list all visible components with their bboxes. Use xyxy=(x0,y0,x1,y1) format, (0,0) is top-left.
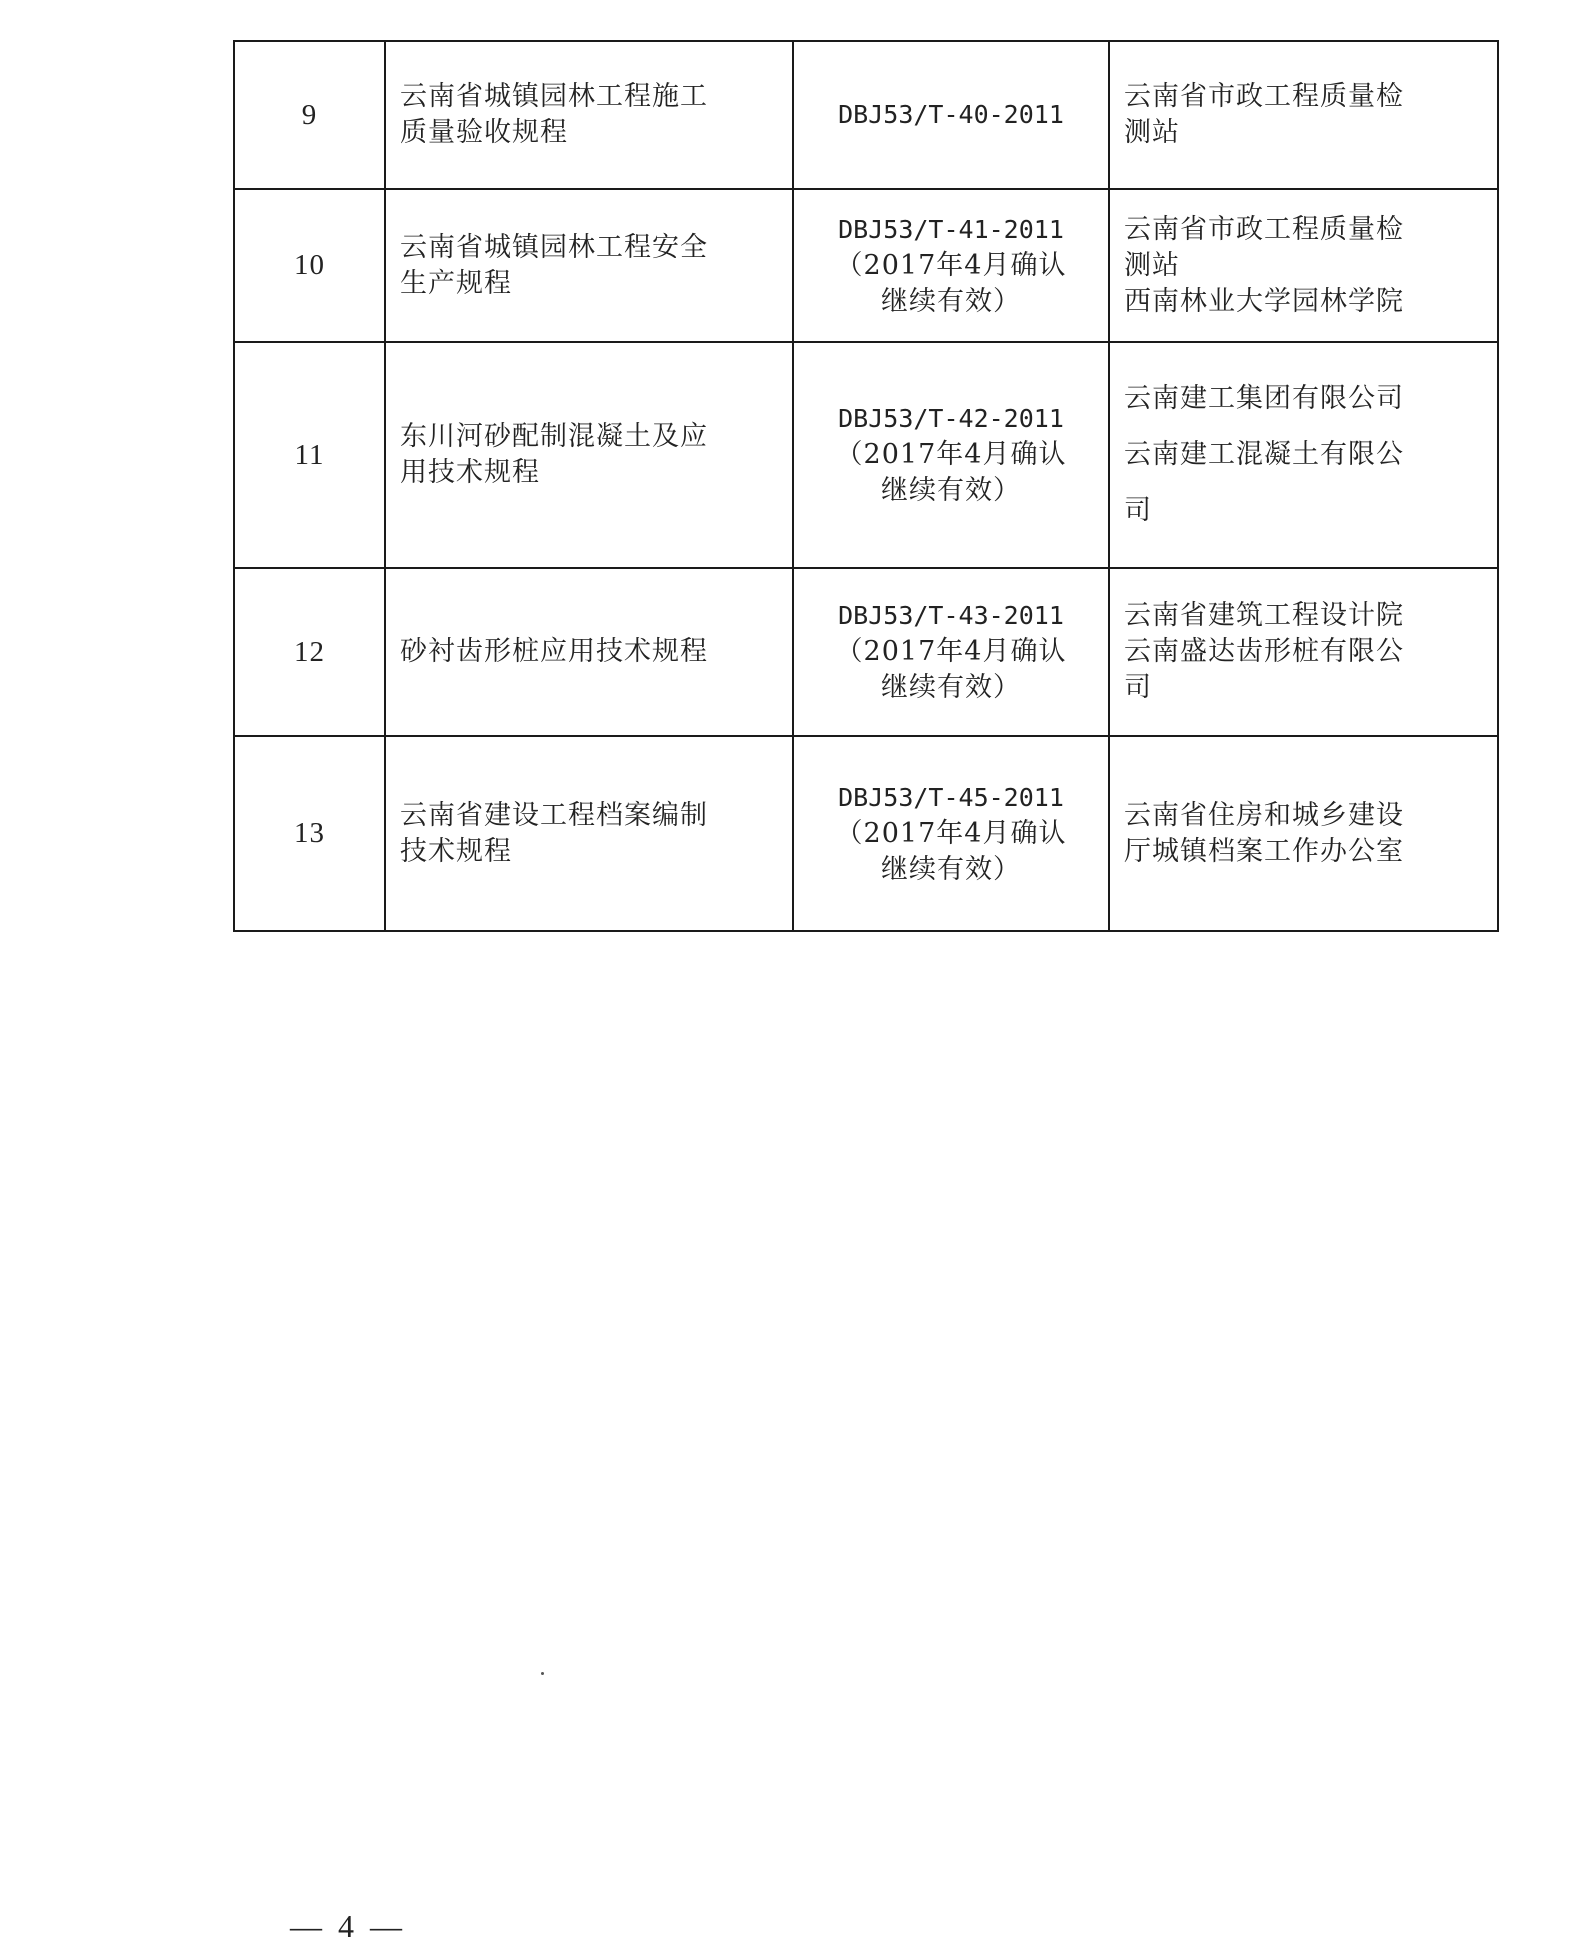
standard-code-cell xyxy=(793,568,1109,736)
organization-line: 测站 xyxy=(1124,117,1180,148)
organization-line: 云南省市政工程质量检 xyxy=(1124,81,1404,112)
standard-name-line: 质量验收规程 xyxy=(400,117,568,148)
organization-line: 云南省住房和城乡建设 xyxy=(1124,799,1404,831)
standard-code-cell xyxy=(793,41,1109,189)
row-number-cell xyxy=(234,189,385,342)
standard-code-cell xyxy=(793,189,1109,342)
organization-line: 云南盛达齿形桩有限公 xyxy=(1124,636,1404,667)
organization-cell xyxy=(1109,736,1498,931)
standard-code: DBJ53/T-41-2011 xyxy=(838,214,1064,244)
organization-cell xyxy=(1109,189,1498,342)
table-row xyxy=(234,342,1498,568)
validity-note: 继续有效） xyxy=(881,285,1021,317)
row-number: 13 xyxy=(294,817,325,849)
organization-line: 云南省市政工程质量检 xyxy=(1124,213,1404,245)
organization-line: 云南省建筑工程设计院 xyxy=(1124,600,1404,631)
validity-note: （2017年4月确认 xyxy=(835,439,1067,470)
standard-name-line: 生产规程 xyxy=(400,267,512,299)
organization-line: 西南林业大学园林学院 xyxy=(1124,285,1404,317)
row-number: 10 xyxy=(294,249,325,281)
page-number: — 4 — xyxy=(290,1908,406,1944)
standard-name-line: 云南省城镇园林工程施工 xyxy=(400,81,708,112)
validity-note: （2017年4月确认 xyxy=(835,249,1067,281)
validity-note: 继续有效） xyxy=(881,475,1021,506)
standard-name-cell xyxy=(385,568,793,736)
organization-line: 厅城镇档案工作办公室 xyxy=(1124,835,1404,867)
validity-note: （2017年4月确认 xyxy=(835,817,1067,849)
standard-name-line: 云南省建设工程档案编制 xyxy=(400,799,708,831)
organization-cell xyxy=(1109,568,1498,736)
organization-line: 云南建工混凝土有限公 xyxy=(1124,439,1404,470)
standard-name-cell xyxy=(385,342,793,568)
standard-code: DBJ53/T-45-2011 xyxy=(838,782,1064,812)
standards-table xyxy=(233,40,1499,932)
table-row xyxy=(234,41,1498,189)
standard-code: DBJ53/T-42-2011 xyxy=(838,404,1064,433)
standard-name-cell xyxy=(385,189,793,342)
validity-note: 继续有效） xyxy=(881,853,1021,885)
row-number-cell xyxy=(234,342,385,568)
organization-line: 测站 xyxy=(1124,249,1180,281)
row-number: 11 xyxy=(294,438,325,471)
organization-cell xyxy=(1109,342,1498,568)
validity-note: 继续有效） xyxy=(881,672,1021,703)
row-number-cell xyxy=(234,41,385,189)
standard-name-line: 东川河砂配制混凝土及应 xyxy=(400,421,708,452)
standard-name-line: 云南省城镇园林工程安全 xyxy=(400,231,708,263)
standard-code-cell xyxy=(793,342,1109,568)
standard-name-cell xyxy=(385,41,793,189)
row-number: 9 xyxy=(301,98,318,131)
organization-line: 司 xyxy=(1124,672,1152,703)
organization-cell xyxy=(1109,41,1498,189)
row-number-cell xyxy=(234,736,385,931)
standard-name-line: 技术规程 xyxy=(400,835,512,867)
standard-name-line: 砂衬齿形桩应用技术规程 xyxy=(400,636,708,667)
scan-speck xyxy=(541,1672,544,1675)
row-number: 12 xyxy=(294,635,325,668)
standard-code: DBJ53/T-43-2011 xyxy=(838,601,1064,630)
row-number-cell xyxy=(234,568,385,736)
validity-note: （2017年4月确认 xyxy=(835,636,1067,667)
organization-line: 司 xyxy=(1124,495,1152,526)
table-row xyxy=(234,189,1498,342)
standard-code-cell xyxy=(793,736,1109,931)
table-row xyxy=(234,568,1498,736)
standard-code: DBJ53/T-40-2011 xyxy=(838,100,1064,129)
standard-name-cell xyxy=(385,736,793,931)
standard-name-line: 用技术规程 xyxy=(400,457,540,488)
table-row xyxy=(234,736,1498,931)
organization-line: 云南建工集团有限公司 xyxy=(1124,383,1404,414)
